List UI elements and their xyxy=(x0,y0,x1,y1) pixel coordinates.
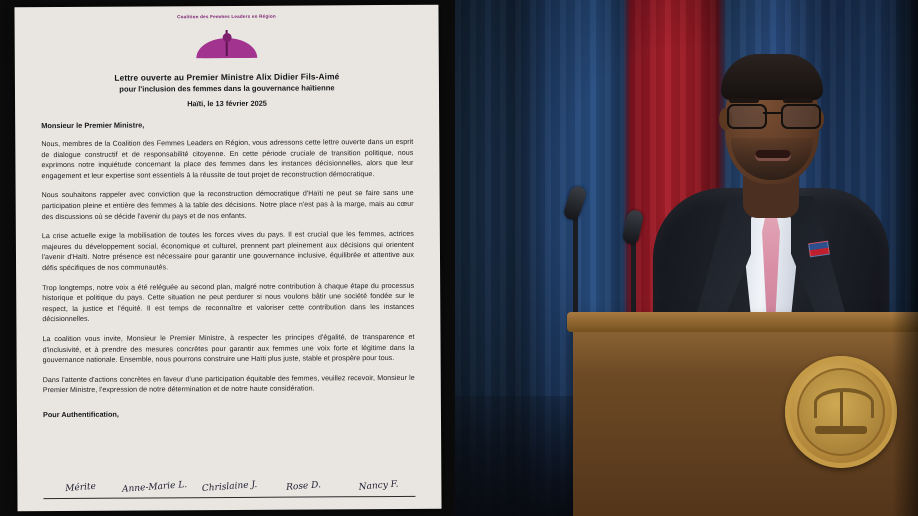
document-salutation: Monsieur le Premier Ministre, xyxy=(41,120,145,131)
signature-block xyxy=(118,477,193,498)
document-paragraph-6: Dans l'attente d'actions concrètes en faveur d'une participation équitable des femmes, veuillez recevoir, Monsieur le Premier Ministre, l'expression de notre détermination et de notre haute considération. xyxy=(42,373,415,395)
organization-logo xyxy=(41,13,413,71)
signature-mark: Rose D. xyxy=(286,480,322,493)
signature-block xyxy=(341,476,416,497)
podium-top-surface xyxy=(567,312,918,332)
letter-panel xyxy=(0,0,455,516)
document-title: Lettre ouverte au Premier Ministre Alix Didier Fils-Aimé xyxy=(114,71,340,83)
signature-mark: Chrislaine J. xyxy=(201,479,258,495)
flag-pin-icon xyxy=(808,241,830,258)
eyebrow-left xyxy=(729,98,759,103)
organization-logo-text: Coalition des Femmes Leaders en Région xyxy=(177,13,276,20)
signature-row xyxy=(43,476,415,499)
seal-palm-trunk xyxy=(840,392,843,427)
signature-block xyxy=(192,477,267,498)
document-date: Haïti, le 13 février 2025 xyxy=(187,98,267,109)
lens-left xyxy=(727,104,767,129)
letter-document xyxy=(14,5,441,512)
signature-block xyxy=(267,476,342,497)
lens-right xyxy=(781,104,821,129)
haitian-coat-of-arms-seal-icon xyxy=(785,356,897,468)
mouth xyxy=(755,150,791,161)
document-subtitle: pour l'inclusion des femmes dans la gouvernance haïtienne xyxy=(119,83,335,94)
logo-head-icon xyxy=(222,33,231,42)
document-paragraph-5: La coalition vous invite, Monsieur le Premier Ministre, à respecter les principes d'égalité, de transparence et d'inclusivité, et à prendre des mesures concrètes pour garantir aux femmes une voix forte et légitime dans la gouvernance nationale. Ensemble, nous pourrons construire une Haïti plus juste, stable et prospère pour tous. xyxy=(42,332,415,365)
document-closing: Pour Authentification, xyxy=(42,409,119,420)
signature-mark: Anne-Marie L. xyxy=(122,479,188,495)
document-paragraph-1: Nous, membres de la Coalition des Femmes Leaders en Région, vous adressons cette lettre ouverte dans un esprit de dialogue constructif et de responsabilité citoyenne. En cette période cruciale de transition politique, nous exprimons notre inquiétude concernant la place des femmes dans les instances décisionnelles, alors que leur engagement et leur expertise sont essentiels à la réussite de tout projet de reconstruction démocratique. xyxy=(41,137,414,180)
photo-panel xyxy=(455,0,918,516)
document-paragraph-3: La crise actuelle exige la mobilisation de toutes les forces vives du pays. Il est crucial que les femmes, actrices majeures du développement social, économique et culturel, prennent part pleinement aux décisions qui orientent l'avenir d'Haïti. Notre présence est nécessaire pour garantir une gouvernance inclusive, équilibrée et attentive aux défis spécifiques de nos communautés. xyxy=(41,230,415,273)
eyebrow-right xyxy=(783,98,813,103)
document-paragraph-2: Nous souhaitons rappeler avec conviction que la reconstruction démocratique d'Haïti ne peut se faire sans une participation pleine et entière des femmes à la table des décisions. Notre place n'est pas à la marge, mais au cœur des discussions où se décide l'avenir du pays et de nos enfants. xyxy=(41,189,414,221)
signature-block xyxy=(43,478,118,499)
seal-inner-ring xyxy=(797,368,885,456)
seal-base-bar xyxy=(815,426,867,434)
seal-palm-fronds xyxy=(814,388,874,418)
photo-edge-shadow xyxy=(892,0,918,516)
signature-mark: Nancy F. xyxy=(358,479,399,493)
eyeglasses-icon xyxy=(723,104,821,126)
document-paragraph-4: Trop longtemps, notre voix a été reléguée au second plan, malgré notre contribution à chaque étape du processus historique et politique du pays. Cette situation ne peut perdurer si nous voulons bâtir une société fondée sur le respect, la justice et l'équité. Il est temps de reconnaître et valoriser cette contribution dans les instances décisionnelles. xyxy=(42,281,415,324)
lens-bridge xyxy=(763,112,781,114)
signature-mark: Mérite xyxy=(64,481,97,495)
logo-fan-icon xyxy=(184,20,270,59)
hair xyxy=(721,54,823,100)
